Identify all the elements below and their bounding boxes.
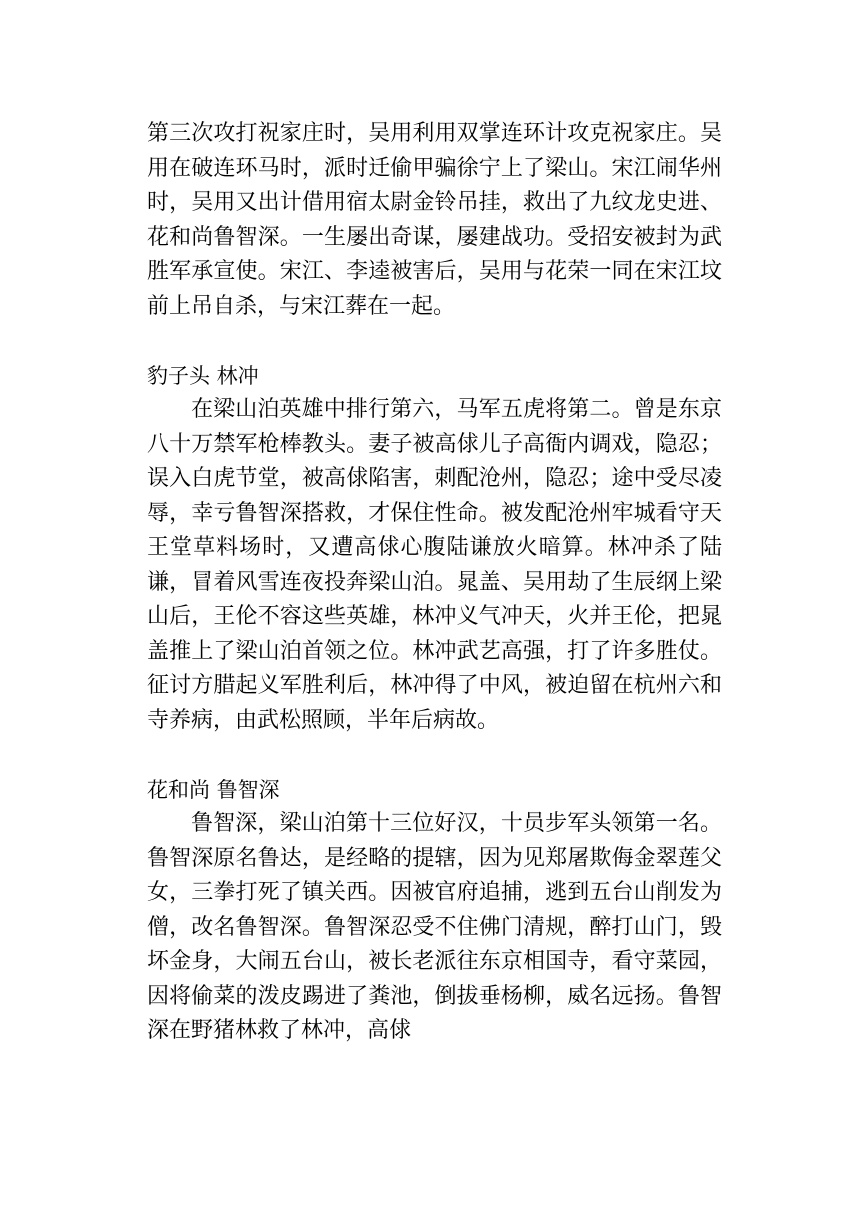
heading-lin-chong: 豹子头 林冲 <box>147 363 259 388</box>
heading-lu-zhishen: 花和尚 鲁智深 <box>147 777 280 802</box>
paragraph-lin-chong: 在梁山泊英雄中排行第六，马军五虎将第二。曾是东京八十万禁军枪棒教头。妻子被高俅儿子高衙内调戏，隐忍；误入白虎节堂，被高俅陷害，刺配沧州，隐忍；途中受尽凌辱，幸亏鲁智深搭救，才保住性命。被发配沧州牢城看守天王堂草料场时，又遭高俅心腹陆谦放火暗算。林冲杀了陆谦，冒着风雪连夜投奔梁山泊。晁盖、吴用劫了生辰纲上梁山后，王伦不容这些英雄，林冲义气冲天，火并王伦，把晁盖推上了梁山泊首领之位。林冲武艺高强，打了许多胜仗。征讨方腊起义军胜利后，林冲得了中风，被迫留在杭州六和寺养病，由武松照顾，半年后病故。 <box>147 397 722 733</box>
section-gap <box>147 324 722 359</box>
document-page <box>147 117 722 1049</box>
section-gap <box>147 738 722 773</box>
paragraph-lu-zhishen: 鲁智深，梁山泊第十三位好汉，十员步军头领第一名。鲁智深原名鲁达，是经略的提辖，因为见郑屠欺侮金翠莲父女，三拳打死了镇关西。因被官府追捕，逃到五台山削发为僧，改名鲁智深。鲁智深忍受不住佛门清规，醉打山门，毁坏金身，大闹五台山，被长老派往东京相国寺，看守菜园，因将偷菜的泼皮踢进了粪池，倒拔垂杨柳，威名远扬。鲁智深在野猪林救了林冲，高俅 <box>147 811 722 1043</box>
paragraph-wu-yong: 第三次攻打祝家庄时，吴用利用双掌连环计攻克祝家庄。吴用在破连环马时，派时迁偷甲骗徐宁上了梁山。宋江闹华州时，吴用又出计借用宿太尉金铃吊挂，救出了九纹龙史进、花和尚鲁智深。一生屡出奇谋，屡建战功。受招安被封为武胜军承宣使。宋江、李逵被害后，吴用与花荣一同在宋江坟前上吊自杀，与宋江葬在一起。 <box>147 121 722 319</box>
